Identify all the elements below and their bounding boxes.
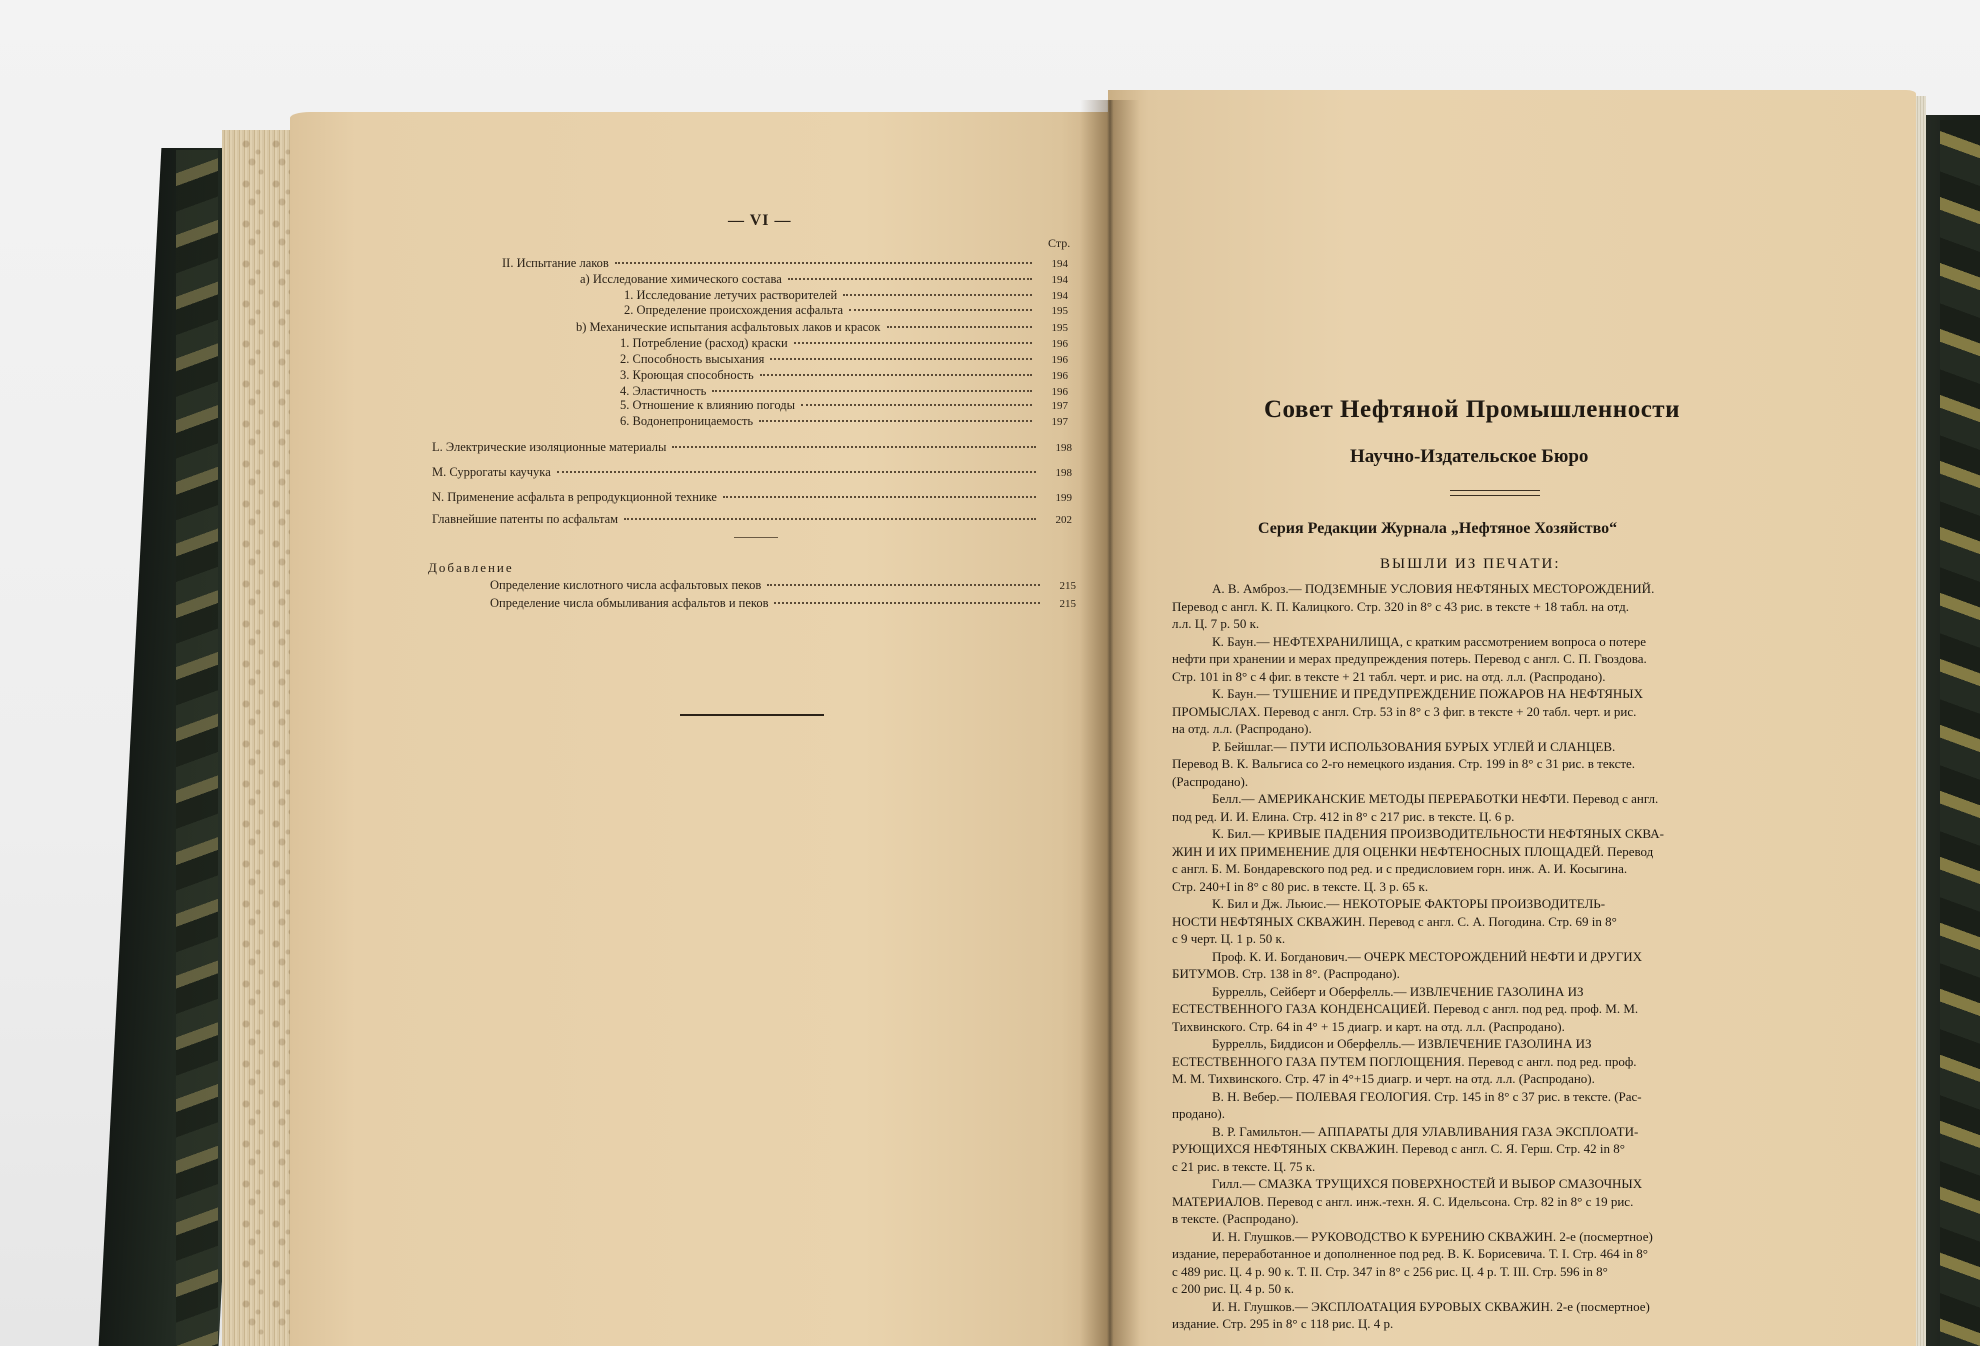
published-heading: ВЫШЛИ ИЗ ПЕЧАТИ: <box>1380 556 1561 572</box>
toc-entry: M. Суррогаты каучука 198 <box>432 465 1072 479</box>
catalog-line: Буррелль, Сейберт и Оберфелль.— ИЗВЛЕЧЕНИЕ ГАЗОЛИНА ИЗ <box>1212 983 1584 999</box>
catalog-line: Перевод В. К. Вальгиса со 2-го немецкого издания. Стр. 199 in 8° с 31 рис. в тексте. <box>1172 756 1636 771</box>
cover-marbled-edge-right <box>1940 120 1980 1346</box>
catalog-line: Стр. 240+I in 8° с 80 рис. в тексте. Ц. 3 р. 65 к. <box>1172 878 1429 894</box>
catalog-line: ЖИН И ИХ ПРИМЕНЕНИЕ ДЛЯ ОЦЕНКИ НЕФТЕНОСНЫХ ПЛОЩАДЕЙ. Перевод <box>1172 843 1654 859</box>
toc-entry: а) Исследование химического состава 194 <box>580 272 1068 286</box>
catalog-line: в тексте. (Распродано). <box>1172 1211 1299 1226</box>
catalog-line: с 9 черт. Ц. 1 р. 50 к. <box>1172 931 1286 946</box>
toc-entry: 1. Исследование летучих растворителей 194 <box>624 288 1068 302</box>
catalog-line: Гилл.— СМАЗКА ТРУЩИХСЯ ПОВЕРХНОСТЕЙ И ВЫБОР СМАЗОЧНЫХ <box>1212 1176 1643 1191</box>
toc-entry: 3. Кроющая способность 196 <box>620 368 1068 382</box>
addendum-entry: Определение кислотного числа асфальтовых пеков 215 <box>490 578 1076 592</box>
catalog-line: Буррелль, Биддисон и Оберфелль.— ИЗВЛЕЧЕНИЕ ГАЗОЛИНА ИЗ <box>1212 1036 1592 1051</box>
catalog-line: В. Н. Вебер.— ПОЛЕВАЯ ГЕОЛОГИЯ. Стр. 145 in 8° с 37 рис. в тексте. (Рас- <box>1212 1088 1642 1104</box>
catalog-line: Р. Бейшлаг.— ПУТИ ИСПОЛЬЗОВАНИЯ БУРЫХ УГЛЕЙ И СЛАНЦЕВ. <box>1212 738 1616 754</box>
page-number: — VI — <box>728 212 792 229</box>
catalog-line: ЕСТЕСТВЕННОГО ГАЗА ПУТЕМ ПОГЛОЩЕНИЯ. Перевод с англ. под ред. проф. <box>1172 1053 1637 1069</box>
catalog-line: М. М. Тихвинского. Стр. 47 in 4°+15 диагр. и черт. на отд. л.л. (Распродано). <box>1172 1071 1595 1086</box>
toc-entry: 1. Потребление (расход) краски 196 <box>620 336 1068 350</box>
catalog-line: В. Р. Гамильтон.— АППАРАТЫ ДЛЯ УЛАВЛИВАНИЯ ГАЗА ЭКСПЛОАТИ- <box>1212 1123 1639 1139</box>
council-title: Совет Нефтяной Промышленности <box>1264 396 1680 423</box>
catalog-line: Тихвинского. Стр. 64 in 4° + 15 диагр. и карт. на отд. л.л. (Распродано). <box>1172 1018 1565 1034</box>
catalog-line: (Распродано). <box>1172 773 1249 789</box>
catalog-line: ПРОМЫСЛАХ. Перевод с англ. Стр. 53 in 8° с 3 фиг. в тексте + 20 табл. черт. и рис. <box>1172 703 1637 719</box>
catalog-line: под ред. И. И. Елина. Стр. 412 in 8° с 217 рис. в тексте. Ц. 6 р. <box>1172 808 1515 824</box>
catalog-line: ЕСТЕСТВЕННОГО ГАЗА КОНДЕНСАЦИЕЙ. Перевод с англ. под ред. проф. М. М. <box>1172 1001 1639 1016</box>
catalog-line: К. Бил.— КРИВЫЕ ПАДЕНИЯ ПРОИЗВОДИТЕЛЬНОСТИ НЕФТЯНЫХ СКВА- <box>1212 826 1664 841</box>
catalog-line: с англ. Б. М. Бондаревского под ред. и с предисловием горн. инж. А. И. Косыгина. <box>1172 861 1628 876</box>
end-rule <box>680 714 824 716</box>
catalog-line: А. В. Амброз.— ПОДЗЕМНЫЕ УСЛОВИЯ НЕФТЯНЫХ МЕСТОРОЖДЕНИЙ. <box>1212 581 1655 596</box>
catalog-line: И. Н. Глушков.— ЭКСПЛОАТАЦИЯ БУРОВЫХ СКВАЖИН. 2-е (посмертное) <box>1212 1298 1650 1314</box>
book-gutter <box>1080 100 1140 1346</box>
double-rule <box>1450 490 1540 496</box>
toc-entry: L. Электрические изоляционные материалы 198 <box>432 440 1072 454</box>
toc-entry: 2. Определение происхождения асфальта 195 <box>624 303 1068 317</box>
catalog-line: издание. Стр. 295 in 8° с 118 рис. Ц. 4 р. <box>1172 1316 1394 1331</box>
catalog-line: РУЮЩИХСЯ НЕФТЯНЫХ СКВАЖИН. Перевод с англ. С. Я. Герш. Стр. 42 in 8° <box>1172 1141 1625 1156</box>
catalog-line: с 489 рис. Ц. 4 р. 90 к. Т. II. Стр. 347 in 8° с 256 рис. Ц. 4 р. Т. III. Стр. 596 in 8° <box>1172 1263 1608 1279</box>
catalog-line: И. Н. Глушков.— РУКОВОДСТВО К БУРЕНИЮ СКВАЖИН. 2-е (посмертное) <box>1212 1228 1653 1244</box>
toc-entry: Главнейшие патенты по асфальтам 202 <box>432 512 1072 526</box>
catalog-line: с 200 рис. Ц. 4 р. 50 к. <box>1172 1281 1294 1296</box>
catalog-line: на отд. л.л. (Распродано). <box>1172 721 1312 736</box>
publication-catalog <box>1172 580 1852 1333</box>
catalog-line: НОСТИ НЕФТЯНЫХ СКВАЖИН. Перевод с англ. С. А. Погодина. Стр. 69 in 8° <box>1172 913 1617 929</box>
toc-entry: 6. Водонепроницаемость 197 <box>620 414 1068 428</box>
catalog-line: Проф. К. И. Богданович.— ОЧЕРК МЕСТОРОЖДЕНИЙ НЕФТИ И ДРУГИХ <box>1212 948 1643 964</box>
catalog-line: Перевод с англ. К. П. Калицкого. Стр. 320 in 8° с 43 рис. в тексте + 18 табл. на отд. <box>1172 598 1629 614</box>
catalog-line: Стр. 101 in 8° с 4 фиг. в тексте + 21 табл. черт. и рис. на отд. л.л. (Распродано). <box>1172 668 1606 684</box>
toc-entry: 5. Отношение к влиянию погоды 197 <box>620 398 1068 412</box>
bureau-title: Научно-Издательское Бюро <box>1350 446 1589 467</box>
catalog-line: с 21 рис. в тексте. Ц. 75 к. <box>1172 1158 1316 1174</box>
section-divider <box>734 537 778 538</box>
series-title: Серия Редакции Журнала „Нефтяное Хозяйство“ <box>1258 520 1618 537</box>
catalog-line: К. Баун.— ТУШЕНИЕ И ПРЕДУПРЕЖДЕНИЕ ПОЖАРОВ НА НЕФТЯНЫХ <box>1212 686 1643 701</box>
cover-marbled-edge <box>176 150 218 1346</box>
catalog-line: нефти при хранении и мерах предупреждения потерь. Перевод с англ. С. П. Гвоздова. <box>1172 651 1647 666</box>
addendum-heading: Добавление <box>428 560 514 575</box>
page-column-label: Стр. <box>1048 236 1071 250</box>
catalog-line: издание, переработанное и дополненное под ред. В. К. Борисевича. Т. I. Стр. 464 in 8° <box>1172 1246 1648 1261</box>
toc-entry: b) Механические испытания асфальтовых лаков и красок 195 <box>576 320 1068 334</box>
catalog-line: продано). <box>1172 1106 1226 1121</box>
catalog-line: К. Бил и Дж. Льюис.— НЕКОТОРЫЕ ФАКТОРЫ ПРОИЗВОДИТЕЛЬ- <box>1212 896 1606 911</box>
catalog-line: л.л. Ц. 7 р. 50 к. <box>1172 616 1260 631</box>
catalog-line: Белл.— АМЕРИКАНСКИЕ МЕТОДЫ ПЕРЕРАБОТКИ НЕФТИ. Перевод с англ. <box>1212 791 1659 806</box>
catalog-line: К. Баун.— НЕФТЕХРАНИЛИЩА, с кратким рассмотрением вопроса о потере <box>1212 633 1647 649</box>
toc-entry: N. Применение асфальта в репродукционной технике 199 <box>432 490 1072 504</box>
catalog-line: МАТЕРИАЛОВ. Перевод с англ. инж.-техн. Я. С. Идельсона. Стр. 82 in 8° с 19 рис. <box>1172 1193 1634 1209</box>
addendum-entry: Определение числа обмыливания асфальтов и пеков 215 <box>490 596 1076 610</box>
toc-entry: II. Испытание лаков 194 <box>502 256 1068 270</box>
toc-entry: 4. Эластичность 196 <box>620 384 1068 398</box>
toc-entry: 2. Способность высыхания 196 <box>620 352 1068 366</box>
catalog-line: БИТУМОВ. Стр. 138 in 8°. (Распродано). <box>1172 966 1400 981</box>
